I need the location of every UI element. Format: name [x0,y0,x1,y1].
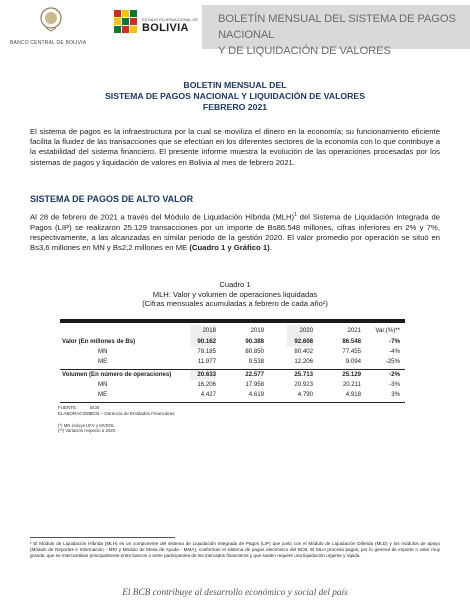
page-title-line1: BOLETIN MENSUAL DEL [183,80,287,90]
elaboration-value: BCB – Gerencia de Entidades Financieras [90,410,175,416]
table-cell: 9.538 [248,358,264,365]
table-header-cell: Var.(%)** [375,327,400,334]
elaboration-row [58,411,175,417]
table-row-label: MN [98,348,108,355]
table-cell: 12.206 [294,358,313,365]
table-cell: -3% [389,381,400,388]
table-caption-subtitle: (Cifras mensuales acumuladas a febrero de cada año¹) [142,299,328,308]
table-cell: 4.790 [297,391,313,398]
table-cell: 4.918 [345,391,361,398]
source-value: BCB [90,405,100,410]
table-row-label: Volumen (En número de operaciones) [62,371,172,378]
table-section-rule [60,369,405,370]
table-header-cell: 2018 [202,327,216,334]
table-row-label: ME [98,391,108,398]
table-cell: 90.388 [245,338,264,345]
table-cell: 86.548 [342,338,361,345]
table-cell: 20.923 [294,381,313,388]
table-bottom-rule [60,402,405,403]
bcb-emblem-icon [40,6,62,32]
table-note-2: (**) Variación respecto a 2020. [58,428,117,434]
source-label: FUENTE: [58,405,78,410]
table-cell: 90.162 [197,338,216,345]
section-text-end: . [269,243,272,253]
table-cell: 20.633 [197,371,216,378]
header-band [202,5,470,57]
footer-motto: El BCB contribuye al desarrollo económico y social del país [122,588,348,598]
table-cell: 4.619 [248,391,264,398]
intro-paragraph: El sistema de pagos es la infraestructura por la cual se moviliza el dinero en la economía; su funcionamiento eficiente facilita la fluidez de las transacciones que se efectúan en los diferentes sectores de la economía con lo que contribuye a la estabilidad del sistema financiero. El presente informe muestra la evolución de las operaciones procesadas por los sistemas de pagos y liquidación de valores en Bolivia al mes de febrero 2021. [30,127,440,167]
table-cell: 92.608 [294,338,313,345]
footnote-ref: 1 [294,212,297,218]
table-cell: 17.958 [245,381,264,388]
table-cell: 11.977 [197,358,216,365]
page-title-line2: SISTEMA DE PAGOS NACIONAL Y LIQUIDACIÓN DE VALORES [104,91,365,101]
bulletin-title-line2: Y DE LIQUIDACIÓN DE VALORES [218,45,391,57]
table-header-cell: 2020 [299,327,313,334]
page-title-line3: FEBRERO 2021 [202,102,268,112]
table-cell: 20.211 [342,381,361,388]
bcb-name: BANCO CENTRAL DE BOLIVIA [10,40,87,46]
table-cell: 80.402 [294,348,313,355]
bolivia-label: BOLIVIA [142,22,189,34]
table-cell: 25.713 [294,371,313,378]
section-paragraph [30,210,440,253]
table-cell: 3% [391,391,400,398]
table-notes [58,423,116,434]
table-row-label: Valor (En millones de Bs) [62,338,136,345]
table-cell: 25.129 [342,371,361,378]
estado-label: ESTADO PLURINACIONAL DE [142,17,199,22]
table-cell: 77.455 [342,348,361,355]
table-cell: -4% [389,348,400,355]
page-title [0,80,470,113]
table-cell: 9.094 [345,358,361,365]
table-sources [58,405,175,416]
table-caption-title: MLH: Valor y volumen de operaciones liquidadas [152,289,318,299]
footnote: ¹ El Módulo de Liquidación Híbrida (MLH) es un componente del sistema de Liquidación Integrada de Pagos (LIP) que junto con el Módulo de Liquidación Diferida (MLD) y los módulos de apoyo (Módulo de Reportes e Información - MRI y Módulo de Mesa de Ayuda - MMA), conforman el sistema de pagos electrónico del BCB. El MLH procesa pagos, por lo general de importe o valor muy grande, que se intercambian principalmente entre bancos o entre participantes de los mercados financieros y que suelen requerir una liquidación urgente y rápida. [30,541,440,558]
bolivia-emblem-icon [113,8,139,40]
table-note-1: (*) MN incluye UFV y MVDOL [58,423,115,428]
section-heading: SISTEMA DE PAGOS DE ALTO VALOR [30,194,194,204]
bulletin-title [218,11,466,59]
table-caption-number: Cuadro 1 [219,280,251,289]
table-row-label: ME [98,358,108,365]
table-cell: 4.427 [200,391,216,398]
table-header-cell: 2021 [347,327,361,334]
bcb-logo [10,6,102,46]
table-cell: 78.185 [197,348,216,355]
table-caption [0,280,470,309]
table-top-bar [60,319,405,323]
elaboration-label: ELABORACIÓN: [58,410,92,416]
table-cell: 80.850 [245,348,264,355]
table-row-label: MN [98,381,108,388]
bolivia-logo [113,8,199,44]
table-cell: -25% [385,358,400,365]
section-text-ref: (Cuadro 1 y Gráfico 1) [189,243,270,253]
bulletin-title-line1: BOLETÍN MENSUAL DEL SISTEMA DE PAGOS NACIONAL [218,13,456,41]
section-text-b: del Sistema de Liquidación Integrada de Pagos (LIP) se realizaron 25.129 transacciones por un importe de Bs86.548 millones, cifras inferiores en 2% y 7%, respectivamente, a las alcanzadas en similar periodo de la gestión 2020. El valor promedio por operación se situó en Bs3,6 millones en MN y Bs2,2 millones en ME [30,212,440,253]
table-cell: -7% [389,338,400,345]
table-cell: 16.206 [197,381,216,388]
section-text-a: Al 28 de febrero de 2021 a través del Módulo de Liquidación Híbrida (MLH) [30,212,295,222]
table-cell: 22.577 [245,371,264,378]
table-cell: -2% [389,371,400,378]
footnote-rule [30,537,175,538]
table-header-cell: 2019 [250,327,264,334]
